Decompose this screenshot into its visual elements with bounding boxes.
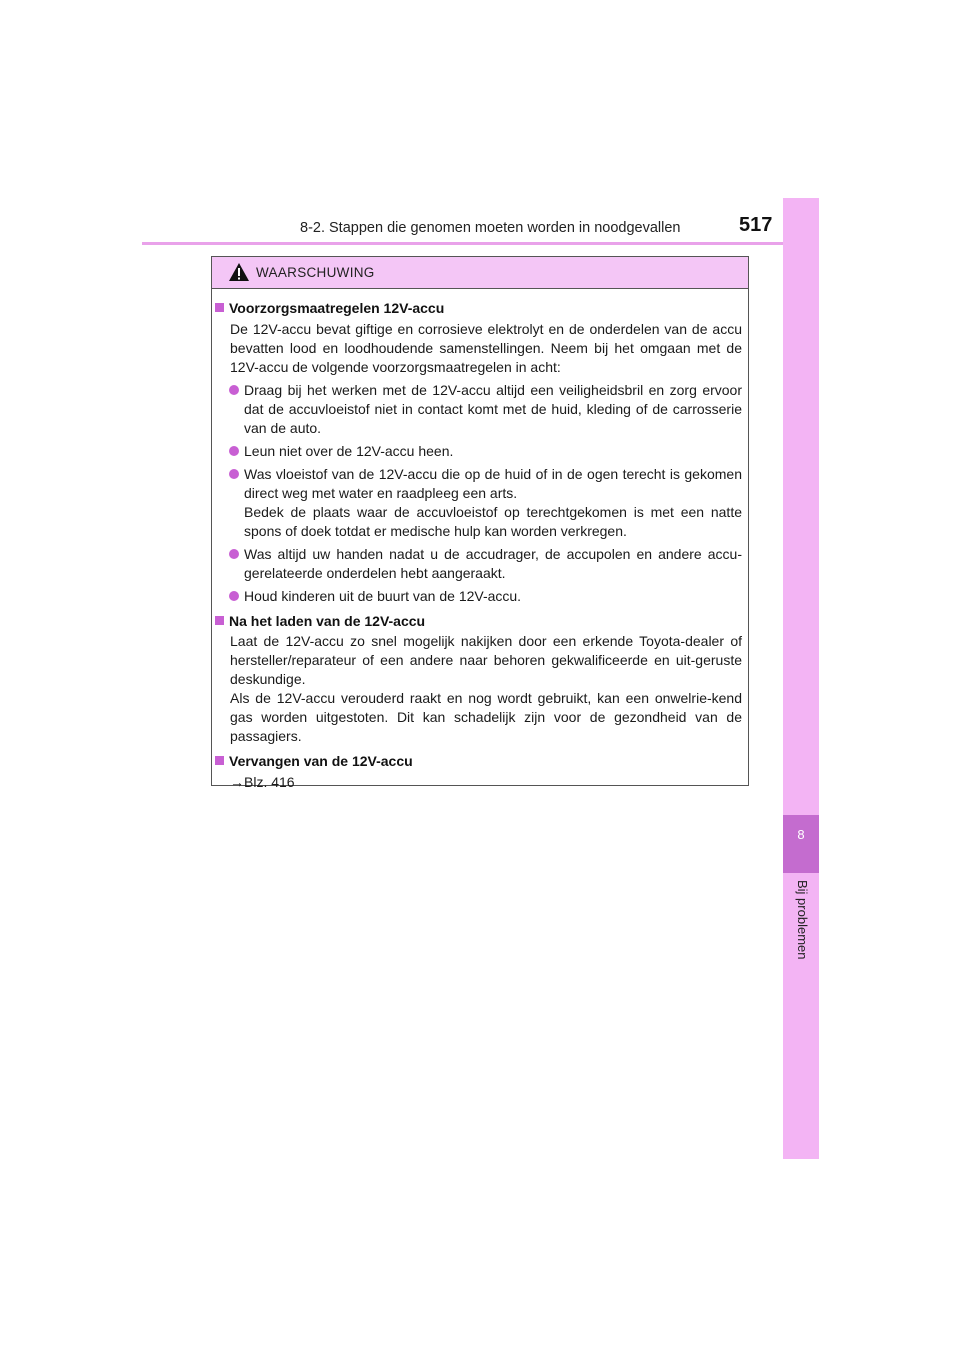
- chapter-number: 8: [797, 827, 805, 842]
- header-rule: [142, 242, 819, 245]
- chapter-side-tab: [783, 198, 819, 1159]
- list-item: Leun niet over de 12V-accu heen.: [212, 442, 748, 461]
- chapter-tab-marker: [783, 815, 819, 873]
- warning-content: [212, 299, 748, 792]
- warning-box: [211, 256, 749, 790]
- list-item: Draag bij het werken met de 12V-accu altijd een veiligheidsbril en zorg ervoor dat de accuvloeistof niet in contact komt met de huid, kleding of de carrosserie van de auto.: [212, 381, 748, 438]
- list-item: Houd kinderen uit de buurt van de 12V-accu.: [212, 587, 748, 606]
- round-bullet-icon: [229, 591, 239, 601]
- warning-title: WAARSCHUWING: [256, 265, 375, 280]
- list-item: Was altijd uw handen nadat u de accudrager, de accupolen en andere accu-gerelateerde onderdelen hebt aangeraakt.: [212, 545, 748, 583]
- square-bullet-icon: [215, 303, 224, 312]
- round-bullet-icon: [229, 549, 239, 559]
- section-title: 8-2. Stappen die genomen moeten worden in noodgevallen: [300, 220, 681, 236]
- round-bullet-icon: [229, 385, 239, 395]
- round-bullet-icon: [229, 469, 239, 479]
- square-bullet-icon: [215, 616, 224, 625]
- round-bullet-icon: [229, 446, 239, 456]
- section-heading: Na het laden van de 12V-accu: [212, 612, 748, 630]
- page-reference-link[interactable]: →Blz. 416: [230, 774, 295, 790]
- section-heading: Vervangen van de 12V-accu: [212, 752, 748, 770]
- list-item: Was vloeistof van de 12V-accu die op de huid of in de ogen terecht is gekomen direct weg met water en raadpleeg een arts. Bedek de plaats waar de accuvloeistof op terechtgekomen is met een natte spons of doek totdat er medische hulp kan worden verkregen.: [212, 465, 748, 541]
- page-number: 517: [739, 214, 773, 236]
- section-paragraph: De 12V-accu bevat giftige en corrosieve elektrolyt en de onderdelen van de accu bevatten lood en loodhoudende samenstellingen. Neem bij het omgaan met de 12V-accu de volgende voorzorgsmaatregelen in acht:: [230, 321, 742, 375]
- warning-triangle-icon: [228, 262, 250, 282]
- section-paragraph: Laat de 12V-accu zo snel mogelijk nakijken door een erkende Toyota-dealer of hersteller/reparateur of een andere naar behoren gekwalificeerde en uit-geruste deskundige. Als de 12V-accu verouderd raakt en nog wordt gebruikt, kan een onwelrie-kend gas worden uitgestoten. Dit kan schadelijk zijn voor de gezondheid van de passagiers.: [230, 633, 742, 744]
- chapter-label: Bij problemen: [795, 880, 810, 960]
- section-heading: Voorzorgsmaatregelen 12V-accu: [212, 299, 748, 317]
- square-bullet-icon: [215, 756, 224, 765]
- warning-header: [212, 257, 748, 289]
